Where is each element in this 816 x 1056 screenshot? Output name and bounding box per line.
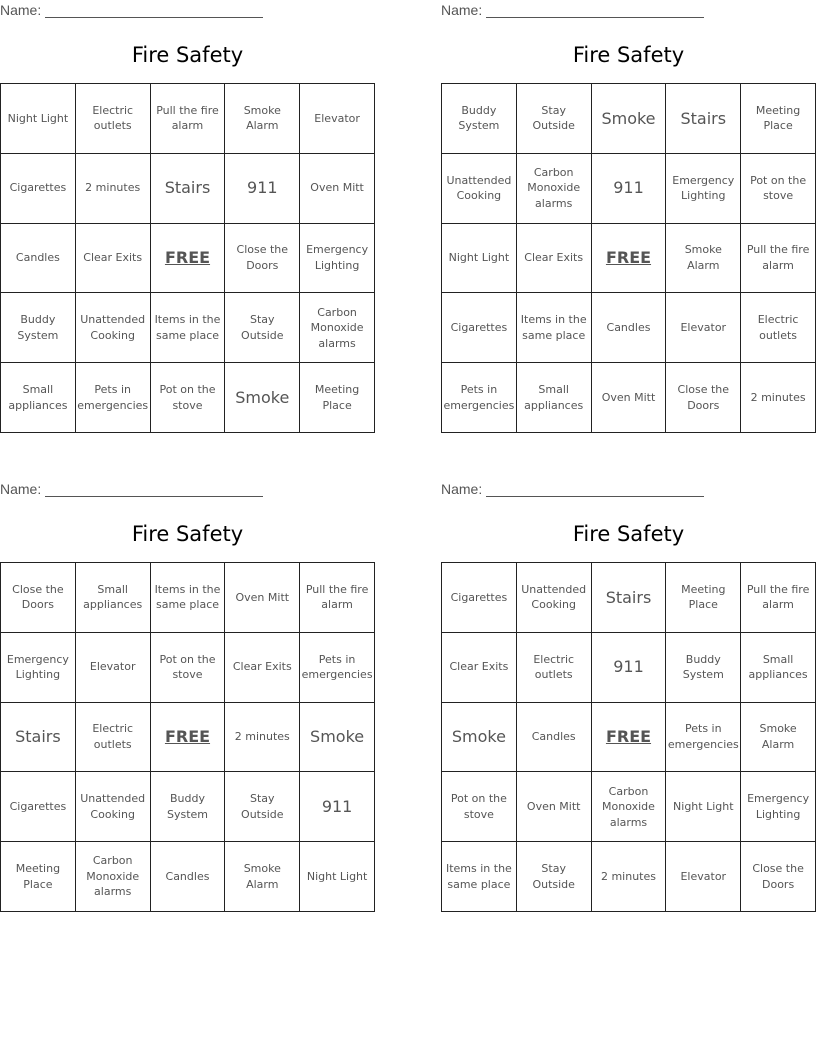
bingo-cell[interactable]: Smoke [225, 363, 300, 433]
bingo-cell[interactable]: Meeting Place [1, 842, 76, 912]
bingo-cell[interactable]: Candles [151, 842, 226, 912]
bingo-grid [441, 562, 816, 912]
bingo-cell[interactable]: Carbon Monoxide alarms [592, 772, 667, 842]
bingo-cell[interactable]: 2 minutes [741, 363, 816, 433]
bingo-cell[interactable]: Stay Outside [225, 293, 300, 363]
bingo-cell[interactable]: Stairs [666, 84, 741, 154]
bingo-cell[interactable]: Clear Exits [517, 224, 592, 294]
bingo-cell[interactable]: Emergency Lighting [666, 154, 741, 224]
bingo-cell[interactable]: Close the Doors [666, 363, 741, 433]
bingo-cell[interactable]: Stay Outside [517, 84, 592, 154]
bingo-cell[interactable]: Stay Outside [225, 772, 300, 842]
name-blank-line[interactable] [45, 482, 263, 497]
bingo-cell[interactable]: Carbon Monoxide alarms [300, 293, 375, 363]
bingo-cell[interactable]: Smoke Alarm [741, 703, 816, 773]
name-label: Name: [0, 2, 42, 18]
bingo-cell[interactable]: Cigarettes [1, 154, 76, 224]
bingo-cell[interactable]: Pets in emergencies [442, 363, 517, 433]
bingo-cell[interactable]: Stairs [1, 703, 76, 773]
bingo-cell[interactable]: Electric outlets [76, 84, 151, 154]
bingo-cell[interactable]: Unattended Cooking [517, 563, 592, 633]
card-title: Fire Safety [131, 43, 244, 67]
bingo-cell[interactable]: 2 minutes [225, 703, 300, 773]
bingo-cell[interactable]: Items in the same place [442, 842, 517, 912]
bingo-cell[interactable]: Cigarettes [1, 772, 76, 842]
bingo-cell[interactable]: Small appliances [517, 363, 592, 433]
bingo-cell[interactable]: Items in the same place [151, 563, 226, 633]
bingo-cell[interactable]: Elevator [666, 293, 741, 363]
name-field[interactable] [0, 481, 263, 497]
bingo-cell[interactable]: 911 [300, 772, 375, 842]
bingo-cell[interactable]: Smoke [442, 703, 517, 773]
bingo-cell[interactable]: 2 minutes [76, 154, 151, 224]
name-label: Name: [441, 2, 483, 18]
bingo-cell[interactable]: Pets in emergencies [76, 363, 151, 433]
bingo-cell[interactable]: Small appliances [76, 563, 151, 633]
bingo-cell[interactable]: Buddy System [151, 772, 226, 842]
bingo-cell[interactable]: Buddy System [1, 293, 76, 363]
bingo-cell[interactable]: Pull the fire alarm [300, 563, 375, 633]
bingo-cell[interactable]: Buddy System [666, 633, 741, 703]
bingo-cell[interactable]: Oven Mitt [592, 363, 667, 433]
bingo-cell[interactable]: Stay Outside [517, 842, 592, 912]
bingo-cell[interactable]: Candles [517, 703, 592, 773]
bingo-grid [0, 562, 375, 912]
bingo-cell[interactable]: Smoke Alarm [666, 224, 741, 294]
bingo-cell[interactable]: Elevator [300, 84, 375, 154]
bingo-cell[interactable]: Candles [592, 293, 667, 363]
bingo-cell[interactable]: Elevator [666, 842, 741, 912]
bingo-cell[interactable]: Smoke [300, 703, 375, 773]
bingo-cell[interactable]: Cigarettes [442, 293, 517, 363]
free-space[interactable]: FREE [151, 703, 226, 773]
bingo-cell[interactable]: Meeting Place [300, 363, 375, 433]
bingo-cell[interactable]: Stairs [151, 154, 226, 224]
bingo-cell[interactable]: Pot on the stove [151, 633, 226, 703]
bingo-cell[interactable]: Pets in emergencies [300, 633, 375, 703]
bingo-cell[interactable]: Unattended Cooking [76, 293, 151, 363]
name-label: Name: [0, 481, 42, 497]
bingo-cell[interactable]: Unattended Cooking [442, 154, 517, 224]
bingo-cell[interactable]: Items in the same place [151, 293, 226, 363]
bingo-cell[interactable]: Smoke [592, 84, 667, 154]
name-field[interactable] [441, 481, 704, 497]
bingo-cell[interactable]: Meeting Place [741, 84, 816, 154]
bingo-cell[interactable]: Electric outlets [741, 293, 816, 363]
free-space[interactable]: FREE [151, 224, 226, 294]
name-blank-line[interactable] [486, 3, 704, 18]
bingo-cell[interactable]: Smoke Alarm [225, 84, 300, 154]
bingo-cell[interactable]: Smoke Alarm [225, 842, 300, 912]
bingo-cell[interactable]: 911 [225, 154, 300, 224]
bingo-cell[interactable]: Night Light [666, 772, 741, 842]
bingo-cell[interactable]: Electric outlets [76, 703, 151, 773]
bingo-cell[interactable]: Meeting Place [666, 563, 741, 633]
bingo-cell[interactable]: Stairs [592, 563, 667, 633]
bingo-cell[interactable]: Night Light [1, 84, 76, 154]
card-title: Fire Safety [131, 522, 244, 546]
bingo-cell[interactable]: 911 [592, 633, 667, 703]
bingo-grid [441, 83, 816, 433]
bingo-cell[interactable]: Emergency Lighting [1, 633, 76, 703]
bingo-cell[interactable]: 2 minutes [592, 842, 667, 912]
bingo-cell[interactable]: Oven Mitt [225, 563, 300, 633]
bingo-cell[interactable]: Emergency Lighting [300, 224, 375, 294]
card-title: Fire Safety [572, 43, 685, 67]
bingo-cell[interactable]: Night Light [300, 842, 375, 912]
bingo-cell[interactable]: Items in the same place [517, 293, 592, 363]
bingo-cell[interactable]: Close the Doors [1, 563, 76, 633]
name-blank-line[interactable] [486, 482, 704, 497]
bingo-cell[interactable]: Close the Doors [225, 224, 300, 294]
bingo-cell[interactable]: Electric outlets [517, 633, 592, 703]
bingo-cell[interactable]: Small appliances [1, 363, 76, 433]
bingo-cell[interactable]: Carbon Monoxide alarms [76, 842, 151, 912]
bingo-cell[interactable]: Pull the fire alarm [741, 224, 816, 294]
name-field[interactable] [0, 2, 263, 18]
card-title: Fire Safety [572, 522, 685, 546]
free-space[interactable]: FREE [592, 224, 667, 294]
bingo-grid [0, 83, 375, 433]
bingo-cell[interactable]: Clear Exits [76, 224, 151, 294]
bingo-cell[interactable]: Pull the fire alarm [151, 84, 226, 154]
bingo-cell[interactable]: Emergency Lighting [741, 772, 816, 842]
bingo-cell[interactable]: Oven Mitt [300, 154, 375, 224]
bingo-cell[interactable]: Carbon Monoxide alarms [517, 154, 592, 224]
free-space[interactable]: FREE [592, 703, 667, 773]
bingo-cell[interactable]: Pull the fire alarm [741, 563, 816, 633]
bingo-cell[interactable]: Oven Mitt [517, 772, 592, 842]
bingo-cell[interactable]: Candles [1, 224, 76, 294]
bingo-cell[interactable]: Cigarettes [442, 563, 517, 633]
name-label: Name: [441, 481, 483, 497]
bingo-cell[interactable]: Night Light [442, 224, 517, 294]
bingo-cell[interactable]: Buddy System [442, 84, 517, 154]
bingo-cell[interactable]: Pets in emergencies [666, 703, 741, 773]
bingo-cell[interactable]: 911 [592, 154, 667, 224]
name-field[interactable] [441, 2, 704, 18]
bingo-cell[interactable]: Unattended Cooking [76, 772, 151, 842]
name-blank-line[interactable] [45, 3, 263, 18]
bingo-cell[interactable]: Close the Doors [741, 842, 816, 912]
bingo-cell[interactable]: Small appliances [741, 633, 816, 703]
bingo-cell[interactable]: Elevator [76, 633, 151, 703]
bingo-cell[interactable]: Pot on the stove [151, 363, 226, 433]
bingo-cell[interactable]: Clear Exits [442, 633, 517, 703]
bingo-cell[interactable]: Clear Exits [225, 633, 300, 703]
bingo-cell[interactable]: Pot on the stove [442, 772, 517, 842]
bingo-cell[interactable]: Pot on the stove [741, 154, 816, 224]
